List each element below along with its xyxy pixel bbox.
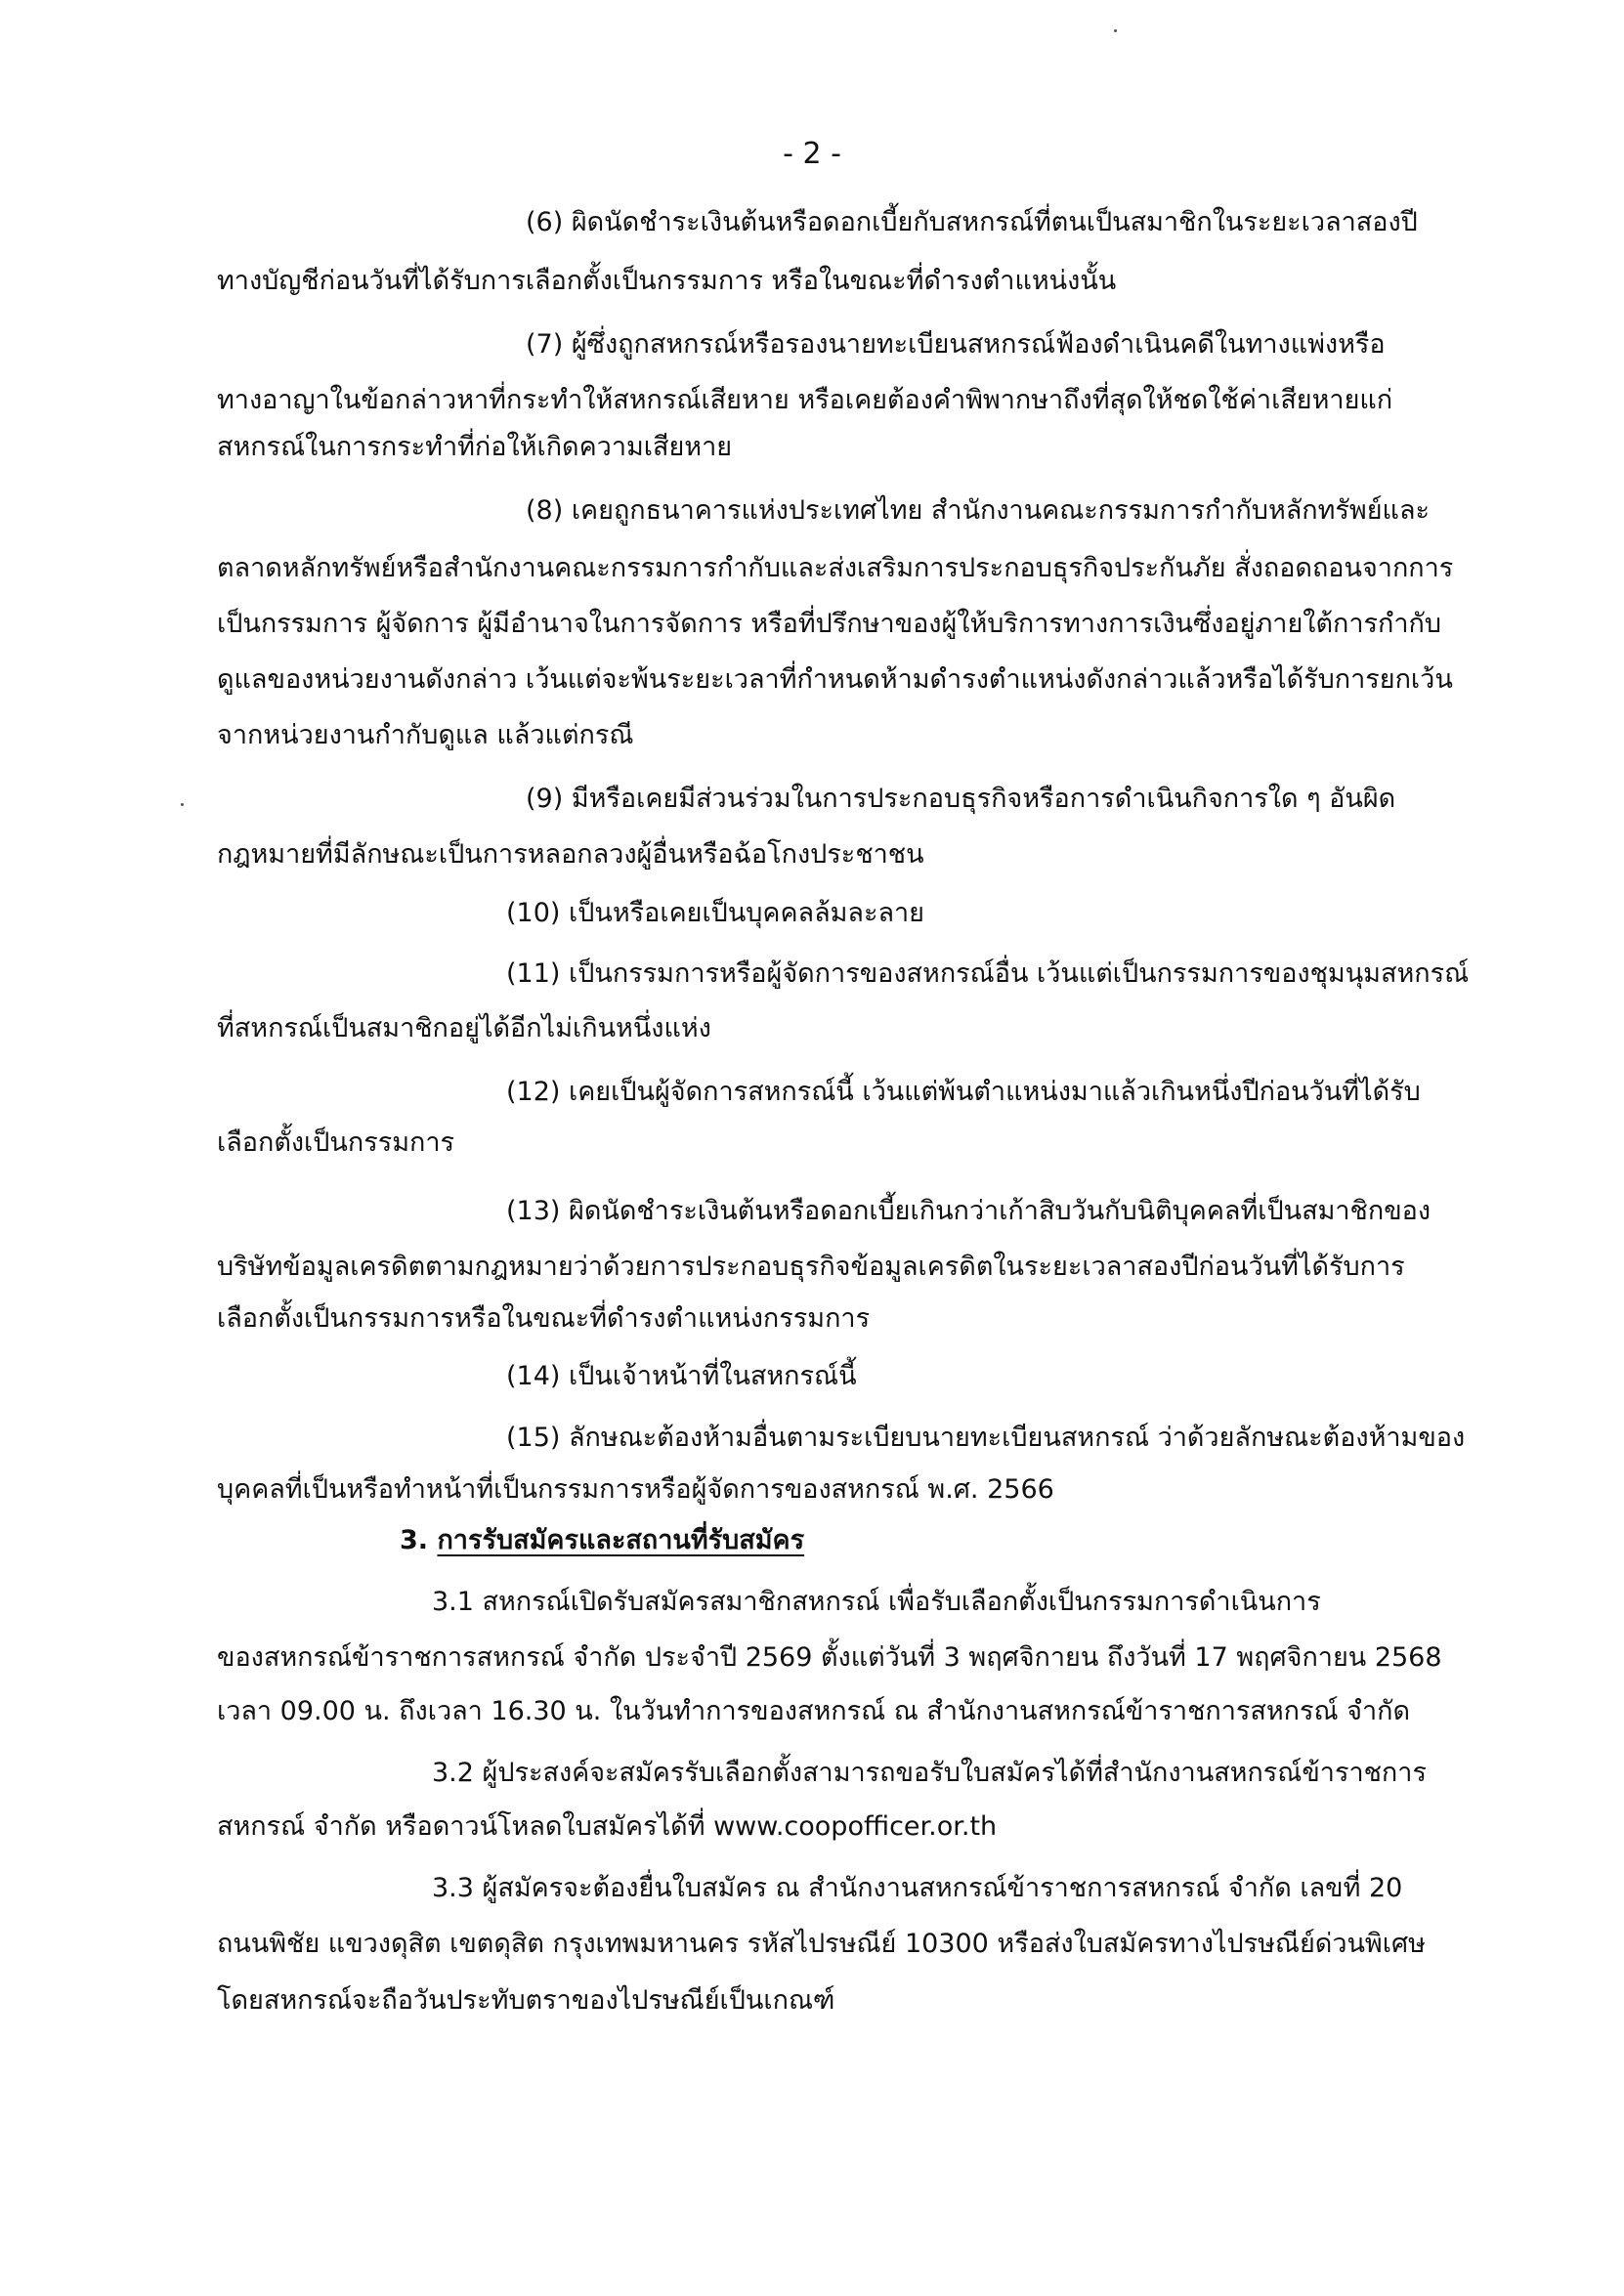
item-11-line-2: ที่สหกรณ์เป็นสมาชิกอยู่ได้อีกไม่เกินหนึ่งแห่ง (217, 1013, 711, 1043)
item-7-line-2: ทางอาญาในข้อกล่าวหาที่กระทำให้สหกรณ์เสียหาย หรือเคยต้องคำพิพากษาถึงที่สุดให้ชดใช้ค่าเสียหายแก่ (217, 385, 1393, 415)
item-7-line-3: สหกรณ์ในการกระทำที่ก่อให้เกิดความเสียหาย (217, 432, 733, 462)
para-3-1-line-1: 3.1 สหกรณ์เปิดรับสมัครสมาชิกสหกรณ์ เพื่อรับเลือกตั้งเป็นกรรมการดำเนินการ (432, 1587, 1321, 1617)
item-14-line-1: (14) เป็นเจ้าหน้าที่ในสหกรณ์นี้ (506, 1361, 857, 1391)
item-6-line-1: (6) ผิดนัดชำระเงินต้นหรือดอกเบี้ยกับสหกรณ์ที่ตนเป็นสมาชิกในระยะเวลาสองปี (526, 207, 1418, 237)
item-11-line-1: (11) เป็นกรรมการหรือผู้จัดการของสหกรณ์อื่น เว้นแต่เป็นกรรมการของชุมนุมสหกรณ์ (506, 958, 1470, 989)
scan-speck (181, 803, 184, 806)
para-3-1-line-2: ของสหกรณ์ข้าราชการสหกรณ์ จำกัด ประจำปี 2569 ตั้งแต่วันที่ 3 พฤศจิกายน ถึงวันที่ 17 พฤศจิกายน 2568 (217, 1642, 1442, 1673)
page-number: - 2 - (783, 137, 841, 171)
item-15-line-2: บุคคลที่เป็นหรือทำหน้าที่เป็นกรรมการหรือผู้จัดการของสหกรณ์ พ.ศ. 2566 (217, 1474, 1054, 1505)
item-8-line-4: ดูแลของหน่วยงานดังกล่าว เว้นแต่จะพ้นระยะเวลาที่กำหนดห้ามดำรงตำแหน่งดังกล่าวแล้วหรือได้รับการยกเว้น (217, 664, 1453, 695)
para-3-2-line-2: สหกรณ์ จำกัด หรือดาวน์โหลดใบสมัครได้ที่ www.coopofficer.or.th (217, 1811, 998, 1842)
para-3-1-line-3: เวลา 09.00 น. ถึงเวลา 16.30 น. ในวันทำการของสหกรณ์ ณ สำนักงานสหกรณ์ข้าราชการสหกรณ์ จำกัด (217, 1696, 1411, 1726)
item-8-line-5: จากหน่วยงานกำกับดูแล แล้วแต่กรณี (217, 720, 634, 750)
item-13-line-3: เลือกตั้งเป็นกรรมการหรือในขณะที่ดำรงตำแหน่งกรรมการ (217, 1303, 871, 1334)
item-15-line-1: (15) ลักษณะต้องห้ามอื่นตามระเบียบนายทะเบียนสหกรณ์ ว่าด้วยลักษณะต้องห้ามของ (506, 1423, 1466, 1453)
para-3-3-line-3: โดยสหกรณ์จะถือวันประทับตราของไปรษณีย์เป็นเกณฑ์ (217, 1985, 835, 2016)
para-3-2-line-1: 3.2 ผู้ประสงค์จะสมัครรับเลือกตั้งสามารถขอรับใบสมัครได้ที่สำนักงานสหกรณ์ข้าราชการ (432, 1758, 1427, 1788)
item-13-line-2: บริษัทข้อมูลเครดิตตามกฎหมายว่าด้วยการประกอบธุรกิจข้อมูลเครดิตในระยะเวลาสองปีก่อนวันที่ได้รับการ (217, 1252, 1405, 1282)
item-6-line-2: ทางบัญชีก่อนวันที่ได้รับการเลือกตั้งเป็นกรรมการ หรือในขณะที่ดำรงตำแหน่งนั้น (217, 266, 1117, 296)
section-3-title: การรับสมัครและสถานที่รับสมัคร (437, 1525, 805, 1555)
para-3-3-line-2: ถนนพิชัย แขวงดุสิต เขตดุสิต กรุงเทพมหานคร รหัสไปรษณีย์ 10300 หรือส่งใบสมัครทางไปรษณีย์ด่วนพิเศษ (217, 1929, 1426, 1959)
item-8-line-1: (8) เคยถูกธนาคารแห่งประเทศไทย สำนักงานคณะกรรมการกำกับหลักทรัพย์และ (526, 495, 1431, 526)
section-3-heading (400, 1521, 804, 1560)
scan-speck (1114, 29, 1117, 32)
item-8-line-2: ตลาดหลักทรัพย์หรือสำนักงานคณะกรรมการกำกับและส่งเสริมการประกอบธุรกิจประกันภัย สั่งถอดถอนจากการ (217, 553, 1454, 583)
item-7-line-1: (7) ผู้ซึ่งถูกสหกรณ์หรือรองนายทะเบียนสหกรณ์ฟ้องดำเนินคดีในทางแพ่งหรือ (526, 329, 1386, 360)
item-10-line-1: (10) เป็นหรือเคยเป็นบุคคลล้มละลาย (506, 898, 925, 928)
item-12-line-1: (12) เคยเป็นผู้จัดการสหกรณ์นี้ เว้นแต่พ้นตำแหน่งมาแล้วเกินหนึ่งปีก่อนวันที่ได้รับ (506, 1077, 1421, 1107)
para-3-3-line-1: 3.3 ผู้สมัครจะต้องยื่นใบสมัคร ณ สำนักงานสหกรณ์ข้าราชการสหกรณ์ จำกัด เลขที่ 20 (432, 1873, 1403, 1903)
section-3-number: 3. (400, 1525, 429, 1555)
item-9-line-2: กฎหมายที่มีลักษณะเป็นการหลอกลวงผู้อื่นหรือฉ้อโกงประชาชน (217, 839, 924, 870)
item-12-line-2: เลือกตั้งเป็นกรรมการ (217, 1127, 455, 1158)
item-8-line-3: เป็นกรรมการ ผู้จัดการ ผู้มีอำนาจในการจัดการ หรือที่ปรึกษาของผู้ให้บริการทางการเงินซึ่งอยู่ภายใต้การกำกับ (217, 609, 1442, 639)
item-9-line-1: (9) มีหรือเคยมีส่วนร่วมในการประกอบธุรกิจหรือการดำเนินกิจการใด ๆ อันผิด (526, 784, 1396, 814)
item-13-line-1: (13) ผิดนัดชำระเงินต้นหรือดอกเบี้ยเกินกว่าเก้าสิบวันกับนิติบุคคลที่เป็นสมาชิกของ (506, 1196, 1432, 1226)
